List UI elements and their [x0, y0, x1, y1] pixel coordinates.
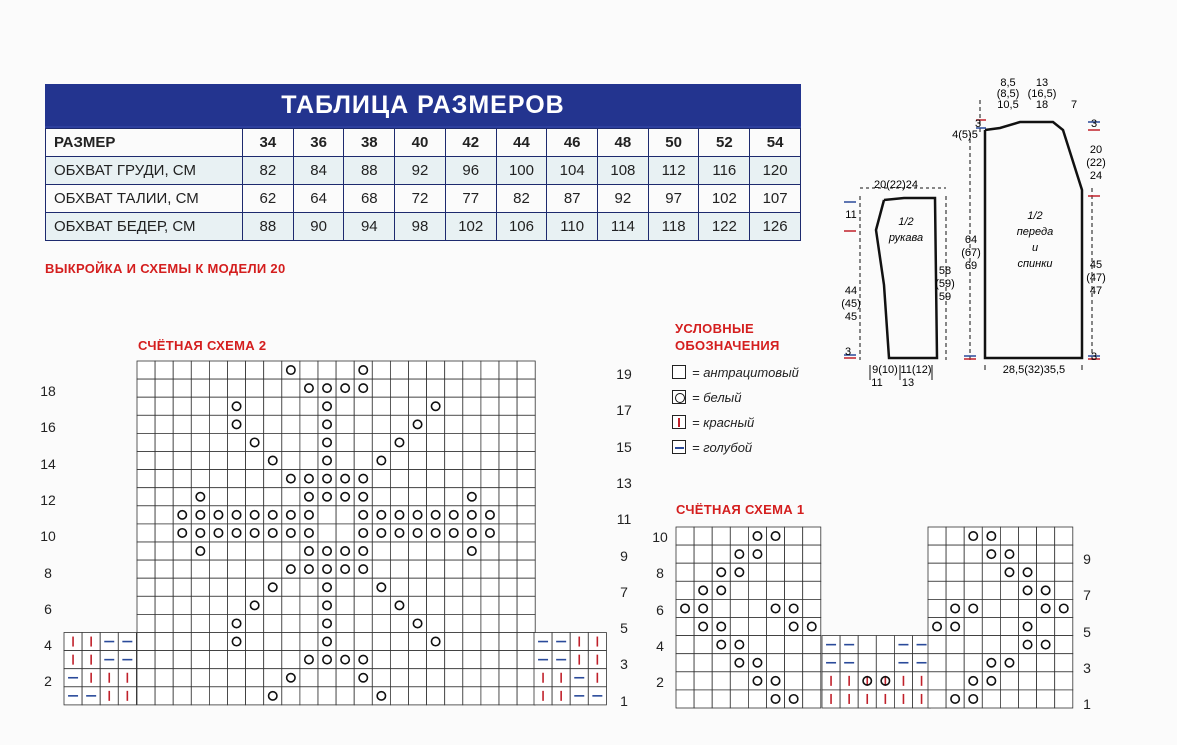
row-number: 5: [1083, 623, 1091, 640]
measure-value: 68: [344, 185, 395, 213]
row-number: 10: [40, 528, 56, 545]
legend-label: = белый: [692, 389, 742, 405]
measure-value: 107: [750, 185, 801, 213]
row-number: 8: [44, 564, 52, 581]
measure-value: 120: [750, 157, 801, 185]
row-number: 1: [1083, 696, 1091, 713]
body-rib: 3: [1090, 351, 1098, 363]
sleeve-height-1: 58: [938, 265, 952, 277]
measure-value: 90: [293, 213, 344, 241]
measure-value: 102: [445, 213, 496, 241]
sleeve-label-2: рукава: [888, 232, 924, 244]
measure-value: 122: [699, 213, 750, 241]
measure-label: ОБХВАТ БЕДЕР, СМ: [46, 213, 243, 241]
scheme-1-left-grid: [676, 527, 821, 708]
sleeve-length-3: 45: [844, 311, 858, 323]
row-number: 5: [620, 620, 628, 637]
measure-label: ОБХВАТ ГРУДИ, СМ: [46, 157, 243, 185]
row-number: 7: [1083, 587, 1091, 604]
sleeve-top-cap: 11: [845, 209, 857, 221]
row-number: 14: [40, 455, 56, 472]
size-header-label: РАЗМЕР: [46, 129, 243, 157]
row-number: 12: [40, 491, 56, 508]
legend-empty-icon: [672, 365, 686, 379]
sleeve-bottom-left: 9(10): [872, 364, 898, 376]
body-side-3: 47: [1089, 285, 1103, 297]
sleeve-bottom-left-2: 11: [871, 377, 883, 389]
row-number: 8: [656, 565, 664, 582]
legend-label: = голубой: [692, 439, 753, 455]
body-side-1: 45: [1089, 259, 1103, 271]
sleeve-bottom-right-2: 13: [901, 377, 915, 389]
scheme-2-right-wing: [534, 633, 606, 705]
body-neck: 4(5)5: [952, 129, 978, 141]
sleeve-length-2: (45): [841, 298, 861, 310]
measure-value: 84: [293, 157, 344, 185]
row-number: 4: [44, 637, 52, 654]
body-top-5: (16,5): [1027, 88, 1057, 100]
size-cell: 44: [496, 129, 547, 157]
size-cell: 52: [699, 129, 750, 157]
body-label-2: переда: [1016, 226, 1054, 238]
measure-value: 94: [344, 213, 395, 241]
measure-value: 96: [445, 157, 496, 185]
row-number: 3: [620, 656, 628, 673]
body-side-2: (47): [1086, 272, 1106, 284]
row-number: 18: [40, 383, 56, 399]
measure-value: 62: [243, 185, 294, 213]
row-number: 17: [616, 402, 632, 419]
legend-title-2: ОБОЗНАЧЕНИЯ: [675, 338, 780, 353]
row-number: 1: [620, 692, 628, 709]
legend-item: [672, 439, 752, 455]
measure-value: 77: [445, 185, 496, 213]
body-height-3: 69: [964, 260, 978, 272]
row-number: 3: [1083, 659, 1091, 676]
body-armhole-2: (22): [1086, 157, 1106, 169]
body-top-7: 7: [1070, 99, 1078, 111]
sleeve-height-3: 59: [938, 291, 952, 303]
size-cell: 42: [445, 129, 496, 157]
measure-value: 87: [547, 185, 598, 213]
measure-value: 104: [547, 157, 598, 185]
row-number: 7: [620, 583, 628, 600]
row-number: 2: [44, 673, 52, 690]
measure-value: 116: [699, 157, 750, 185]
measure-value: 92: [598, 185, 649, 213]
body-top-6: 18: [1035, 99, 1049, 111]
sleeve-rib: 3: [844, 346, 852, 358]
legend-circle-icon: [672, 390, 686, 404]
row-number: 2: [656, 674, 664, 691]
measure-value: 110: [547, 213, 598, 241]
measure-value: 126: [750, 213, 801, 241]
scheme-2-left-wing: [64, 633, 136, 705]
body-top-4: 13: [1035, 77, 1049, 89]
size-table-title: ТАБЛИЦА РАЗМЕРОВ: [45, 84, 801, 128]
body-neck-rib: 3: [974, 118, 982, 130]
row-number: 15: [616, 438, 632, 455]
row-number: 19: [616, 366, 632, 382]
row-number: 10: [652, 529, 668, 545]
measure-value: 97: [648, 185, 699, 213]
measure-value: 98: [395, 213, 446, 241]
measure-value: 100: [496, 157, 547, 185]
measure-value: 82: [243, 157, 294, 185]
legend-label: = красный: [692, 414, 755, 430]
scheme-1-right-grid: [928, 527, 1073, 708]
size-cell: 46: [547, 129, 598, 157]
scheme-1-title: СЧЁТНАЯ СХЕМА 1: [676, 502, 805, 517]
size-cell: 40: [395, 129, 446, 157]
row-number: 9: [1083, 551, 1091, 567]
measure-value: 88: [344, 157, 395, 185]
body-outline: [985, 122, 1082, 358]
legend-dash-icon: [672, 440, 686, 454]
size-cell: 36: [293, 129, 344, 157]
size-cell: 54: [750, 129, 801, 157]
sleeve-label-1: 1/2: [898, 216, 914, 228]
measure-value: 112: [648, 157, 699, 185]
measure-value: 72: [395, 185, 446, 213]
body-top-3: 10,5: [997, 99, 1019, 111]
measure-label: ОБХВАТ ТАЛИИ, СМ: [46, 185, 243, 213]
body-bottom: 28,5(32)35,5: [1002, 364, 1066, 376]
measure-value: 102: [699, 185, 750, 213]
size-cell: 50: [648, 129, 699, 157]
measure-value: 106: [496, 213, 547, 241]
measure-value: 88: [243, 213, 294, 241]
row-number: 4: [656, 637, 664, 654]
size-cell: 38: [344, 129, 395, 157]
legend-item: [672, 364, 799, 380]
sleeve-bottom-right: 11(12): [900, 364, 932, 376]
body-label-1: 1/2: [1027, 210, 1043, 222]
body-armhole-3: 24: [1089, 170, 1103, 182]
row-number: 16: [40, 419, 56, 436]
legend-label: = антрацитовый: [692, 364, 799, 380]
scheme-2-title: СЧЁТНАЯ СХЕМА 2: [138, 338, 267, 353]
sleeve-height-2: (59): [935, 278, 955, 290]
size-cell: 34: [243, 129, 294, 157]
measure-value: 82: [496, 185, 547, 213]
body-top-2: (8,5): [996, 88, 1020, 100]
pattern-subtitle: ВЫКРОЙКА И СХЕМЫ К МОДЕЛИ 20: [45, 261, 286, 276]
measure-value: 108: [598, 157, 649, 185]
body-label-3: и: [1031, 242, 1039, 254]
measure-value: 114: [598, 213, 649, 241]
body-shoulder-rib: 3: [1090, 118, 1098, 130]
legend-vbar-icon: [672, 415, 686, 429]
body-armhole-1: 20: [1089, 144, 1103, 156]
size-cell: 48: [598, 129, 649, 157]
body-height-1: 64: [964, 234, 978, 246]
body-label-4: спинки: [1017, 258, 1053, 270]
sleeve-top-width: 20(22)24: [873, 179, 919, 191]
row-number: 6: [44, 600, 52, 617]
row-number: 6: [656, 601, 664, 618]
body-height-2: (67): [961, 247, 981, 259]
row-number: 9: [620, 547, 628, 564]
scheme-1-mid-grid: [822, 636, 931, 708]
legend-item: [672, 389, 741, 405]
sleeve-length-1: 44: [844, 285, 858, 297]
legend-item: [672, 414, 754, 430]
pattern-schematic: [820, 70, 1160, 390]
body-top-1: 8,5: [1000, 77, 1016, 89]
row-number: 11: [616, 511, 632, 528]
measure-value: 118: [648, 213, 699, 241]
legend-title-1: УСЛОВНЫЕ: [675, 321, 754, 336]
row-number: 13: [616, 474, 632, 491]
measure-value: 64: [293, 185, 344, 213]
measure-value: 92: [395, 157, 446, 185]
